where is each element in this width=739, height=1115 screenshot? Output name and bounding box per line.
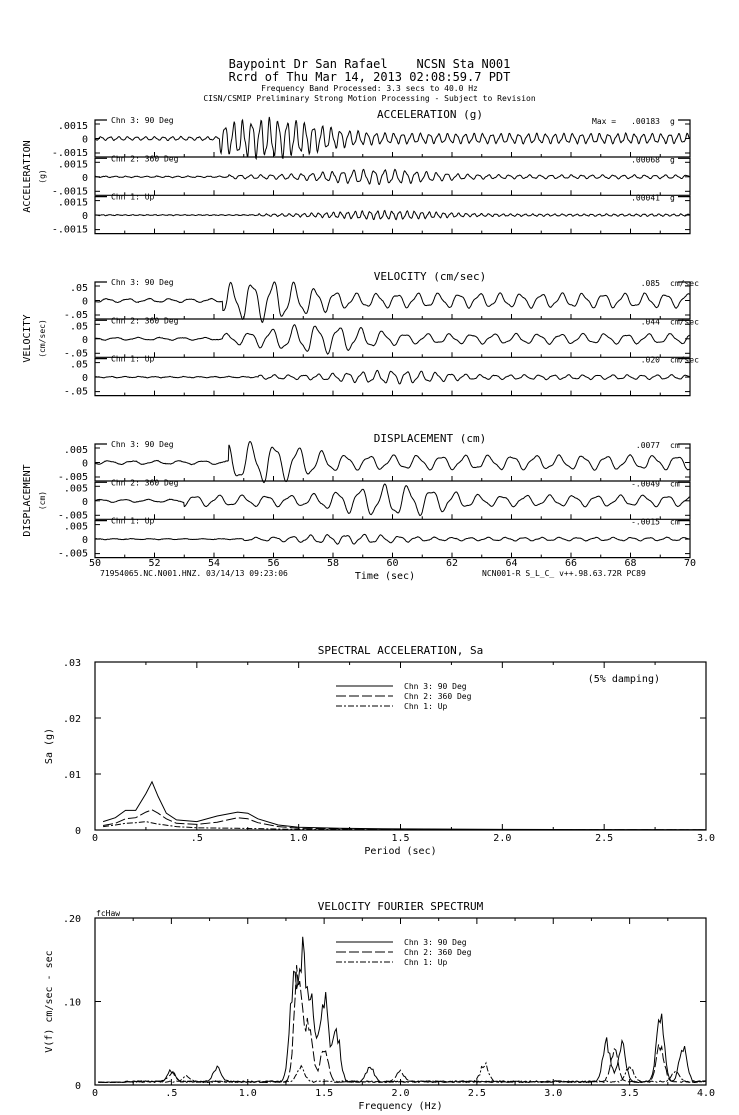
y-tick-label: -.0015: [51, 186, 88, 198]
x-tick-label: 66: [564, 558, 578, 569]
y-axis-unit: (g): [38, 169, 47, 184]
max-unit: cm: [670, 479, 680, 489]
max-value: .0077: [635, 441, 660, 450]
y-tick-label: .005: [63, 445, 88, 456]
panel-title: ACCELERATION (g): [377, 108, 483, 121]
max-value: .00041: [631, 193, 660, 203]
y-tick-label: .05: [69, 321, 88, 333]
panel-title: SPECTRAL ACCELERATION, Sa: [317, 644, 484, 657]
y-axis-label: V(f) cm/sec - sec: [44, 950, 55, 1053]
x-tick-label: 1.0: [289, 833, 308, 844]
x-tick-label: .5: [165, 1088, 178, 1099]
x-tick-label: 2.0: [493, 833, 512, 844]
x-tick-label: 52: [148, 558, 161, 569]
y-tick-label: .01: [62, 770, 81, 781]
channel-name: Chn 3: 90 Deg: [111, 278, 174, 287]
legend-label: Chn 1: Up: [404, 702, 448, 711]
plot-frame: [95, 662, 706, 830]
waveform-chn1: [95, 211, 689, 220]
y-tick-label: .02: [62, 714, 81, 725]
y-tick-label: 0: [81, 172, 88, 184]
x-tick-label: 50: [88, 558, 102, 569]
x-tick-label: 0: [91, 1088, 99, 1099]
max-value: .00183: [631, 117, 660, 126]
max-label: Max =: [592, 117, 617, 126]
series-solid: [103, 782, 706, 830]
y-tick-label: 0: [81, 296, 88, 308]
x-tick-label: 1.5: [391, 833, 410, 844]
y-tick-label: .05: [69, 359, 88, 371]
y-tick-label: 0: [81, 458, 88, 470]
x-tick-label: 3.0: [544, 1088, 563, 1099]
max-value: .020: [640, 355, 660, 365]
max-value: -.0049: [631, 479, 660, 489]
channel-name: Chn 2: 360 Deg: [111, 478, 179, 488]
plot-frame: [95, 918, 706, 1085]
header-processing-note: CISN/CSMIP Preliminary Strong Motion Processing - Subject to Revision: [203, 94, 536, 103]
y-tick-label: .005: [63, 483, 88, 495]
x-tick-label: 58: [326, 558, 340, 569]
footer-right: NCN001-R S_L_C_ v++.98.63.72R PC89: [482, 569, 646, 578]
x-tick-label: 3.5: [620, 1088, 639, 1099]
x-tick-label: 56: [267, 558, 280, 569]
legend-label: Chn 3: 90 Deg: [404, 938, 467, 947]
series-solid: [98, 937, 706, 1083]
y-tick-label: .05: [69, 283, 88, 294]
y-axis-label: Sa (g): [44, 727, 55, 765]
x-axis-label: Period (sec): [364, 846, 437, 857]
max-value: .085: [640, 279, 660, 288]
waveform-chn2: [95, 484, 689, 516]
panel-title: VELOCITY FOURIER SPECTRUM: [317, 900, 484, 913]
x-tick-label: 60: [386, 558, 399, 569]
x-tick-label: 3.0: [696, 833, 716, 844]
x-tick-label: 2.5: [595, 833, 614, 844]
header-record-time: Rcrd of Thu Mar 14, 2013 02:08:59.7 PDT: [228, 70, 511, 84]
channel-frame: [95, 482, 690, 519]
waveform-chn1: [95, 370, 689, 384]
y-axis-unit: (cm/sec): [38, 319, 47, 358]
max-unit: cm/sec: [670, 317, 699, 327]
y-tick-label: -.05: [63, 348, 88, 360]
y-axis-unit: (cm): [38, 490, 47, 511]
channel-frame: [95, 320, 690, 357]
y-tick-label: -.0015: [51, 148, 88, 159]
channel-name: Chn 2: 360 Deg: [111, 154, 179, 164]
legend-label: Chn 2: 360 Deg: [404, 692, 472, 701]
y-tick-label: .03: [62, 658, 81, 669]
y-tick-label: -.05: [63, 310, 88, 321]
y-tick-label: .0015: [57, 197, 88, 209]
x-tick-label: 2.5: [467, 1088, 486, 1099]
corner-label: fcHaw: [96, 909, 121, 918]
max-unit: g: [670, 117, 675, 126]
max-unit: g: [670, 155, 675, 165]
max-value: .044: [640, 317, 660, 327]
series-dash: [103, 810, 706, 830]
legend-label: Chn 3: 90 Deg: [404, 682, 467, 691]
y-axis-label: DISPLACEMENT: [22, 464, 33, 537]
x-tick-label: 62: [445, 558, 459, 569]
y-tick-label: 0: [81, 134, 88, 146]
waveform-chn1: [95, 534, 689, 544]
y-axis-label: ACCELERATION: [22, 140, 33, 213]
channel-name: Chn 2: 360 Deg: [111, 316, 179, 326]
x-tick-label: 70: [683, 558, 697, 569]
y-tick-label: .005: [63, 521, 88, 533]
max-unit: cm: [670, 441, 680, 450]
x-tick-label: .5: [190, 833, 203, 844]
y-tick-label: .0015: [57, 121, 88, 132]
x-tick-label: 64: [505, 558, 518, 569]
y-tick-label: 0: [81, 535, 88, 547]
y-tick-label: 0: [81, 373, 88, 385]
y-tick-label: -.005: [57, 548, 88, 560]
channel-name: Chn 1: Up: [111, 192, 155, 202]
max-value: .00068: [631, 155, 660, 165]
x-tick-label: 1.5: [315, 1088, 334, 1099]
panel-title: VELOCITY (cm/sec): [373, 270, 487, 283]
legend-label: Chn 2: 360 Deg: [404, 948, 472, 957]
max-unit: g: [670, 193, 675, 203]
header-frequency-band: Frequency Band Processed: 3.3 secs to 40.0 Hz: [261, 84, 478, 93]
series-dash: [98, 965, 706, 1082]
channel-name: Chn 1: Up: [111, 516, 155, 526]
channel-name: Chn 1: Up: [111, 354, 155, 364]
y-tick-label: -.005: [57, 472, 88, 483]
y-tick-label: 0: [81, 211, 88, 223]
x-tick-label: 68: [624, 558, 637, 569]
max-unit: cm: [670, 517, 680, 527]
y-tick-label: -.0015: [51, 224, 88, 236]
channel-name: Chn 3: 90 Deg: [111, 116, 174, 125]
x-tick-label: 54: [207, 558, 221, 569]
y-tick-label: .20: [62, 914, 81, 925]
y-tick-label: 0: [74, 826, 81, 837]
x-axis-label: Time (sec): [354, 571, 416, 582]
header-station: Baypoint Dr San Rafael NCSN Sta N001: [228, 57, 511, 71]
annotation: (5% damping): [587, 674, 660, 685]
panel-title: DISPLACEMENT (cm): [373, 432, 487, 445]
y-tick-label: -.05: [63, 386, 88, 398]
x-axis-label: Frequency (Hz): [358, 1101, 443, 1112]
x-tick-label: 2.0: [391, 1088, 410, 1099]
x-tick-label: 0: [91, 833, 99, 844]
footer-left: 71954065.NC.N001.HNZ. 03/14/13 09:23:06: [100, 569, 288, 578]
max-unit: cm/sec: [670, 355, 699, 365]
max-value: -.0015: [631, 517, 660, 527]
y-axis-label: VELOCITY: [22, 314, 33, 363]
y-tick-label: 0: [81, 334, 88, 346]
x-tick-label: 1.0: [238, 1088, 257, 1099]
channel-name: Chn 3: 90 Deg: [111, 440, 174, 449]
waveform-chn2: [95, 169, 689, 184]
y-tick-label: 0: [74, 1081, 81, 1092]
y-tick-label: .0015: [57, 159, 88, 171]
max-unit: cm/sec: [670, 279, 699, 288]
y-tick-label: -.005: [57, 510, 88, 522]
y-tick-label: 0: [81, 496, 88, 508]
legend-label: Chn 1: Up: [404, 958, 448, 967]
x-tick-label: 4.0: [696, 1088, 716, 1099]
y-tick-label: .10: [62, 997, 81, 1009]
waveform-chn2: [95, 325, 689, 354]
